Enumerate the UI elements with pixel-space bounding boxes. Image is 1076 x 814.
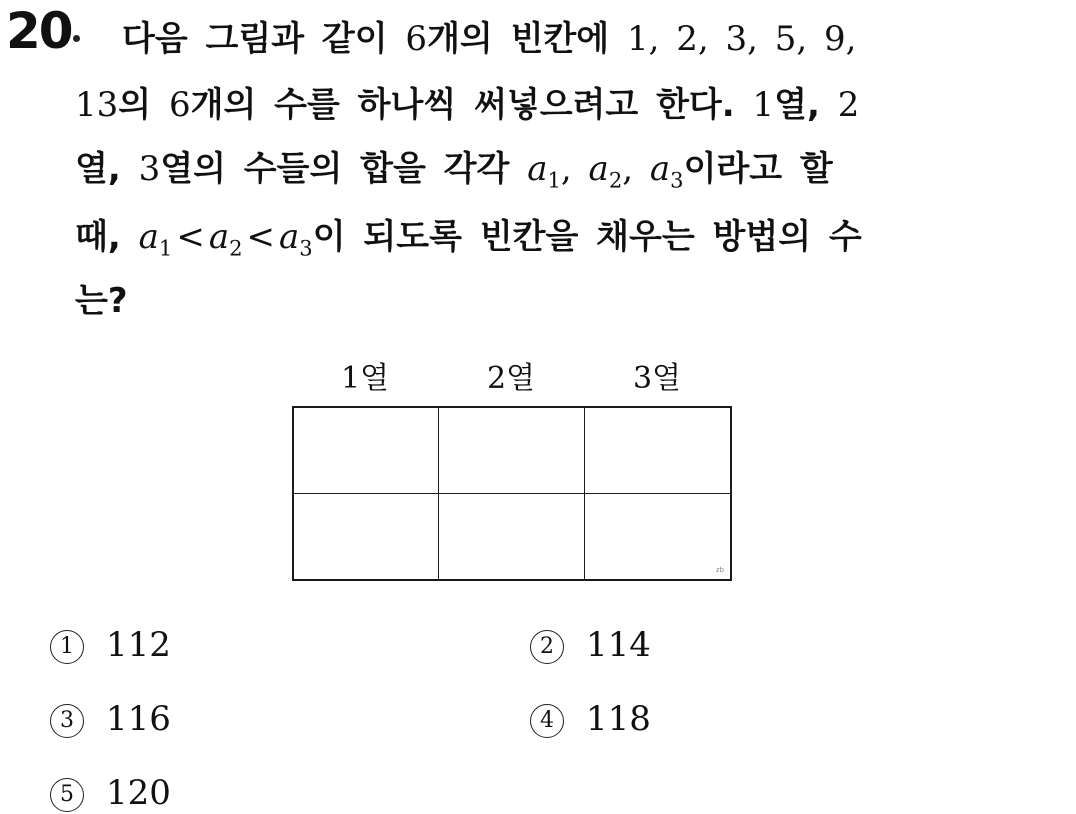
math-subscript: 3 bbox=[299, 235, 313, 261]
question-text: 열의 수들의 합을 각각 bbox=[160, 149, 528, 189]
math-a3 bbox=[649, 149, 684, 193]
choice-value: 112 bbox=[106, 625, 171, 665]
math-subscript: 2 bbox=[608, 167, 623, 193]
question-text: 개의 수를 하나씩 써넣으려고 한다. bbox=[190, 85, 753, 125]
grid-cell bbox=[439, 494, 584, 580]
question-text: 는? bbox=[75, 281, 128, 321]
question-text: 다음 그림과 같이 bbox=[122, 19, 406, 59]
question-line-2 bbox=[75, 85, 860, 125]
choice-1[interactable] bbox=[50, 625, 171, 665]
grid-cell bbox=[294, 408, 439, 494]
question-line-5 bbox=[75, 281, 128, 321]
math-variable: a bbox=[208, 217, 230, 257]
math-separator: , bbox=[560, 149, 589, 189]
question-number-inline: 6 bbox=[405, 19, 428, 59]
choice-value: 120 bbox=[106, 773, 171, 813]
math-subscript: 1 bbox=[547, 167, 561, 193]
question-line-4 bbox=[75, 217, 862, 261]
question-number-inline: 13 bbox=[75, 85, 119, 125]
choice-marker: 3 bbox=[50, 704, 84, 738]
math-variable: a bbox=[649, 149, 671, 189]
choice-marker: 4 bbox=[530, 704, 564, 738]
choice-marker: 2 bbox=[530, 630, 564, 664]
choice-marker: 1 bbox=[50, 630, 84, 664]
choice-2[interactable] bbox=[530, 625, 651, 665]
grid-cell bbox=[294, 494, 439, 580]
math-subscript: 1 bbox=[158, 235, 173, 261]
question-text: 의 bbox=[118, 85, 169, 125]
math-variable: a bbox=[279, 217, 300, 257]
math-subscript: 3 bbox=[670, 167, 684, 193]
question-number-inline: 6 bbox=[168, 85, 191, 125]
question-number-inline: 3 bbox=[138, 149, 161, 189]
choice-4[interactable] bbox=[530, 699, 651, 739]
grid-cell bbox=[439, 408, 584, 494]
question-text: 개의 빈칸에 bbox=[427, 19, 627, 59]
question-number-inline: 2 bbox=[837, 85, 860, 125]
column-label-3: 3열 bbox=[632, 361, 682, 396]
question-number-dot bbox=[73, 35, 80, 42]
math-a2 bbox=[588, 149, 623, 193]
question-line-1 bbox=[122, 19, 857, 59]
math-variable: a bbox=[527, 149, 548, 189]
choice-5[interactable] bbox=[50, 773, 171, 813]
question-number-inline: 1, 2, 3, 5, 9, bbox=[626, 19, 857, 59]
column-label-1: 1열 bbox=[340, 361, 390, 396]
math-a3 bbox=[279, 217, 313, 261]
math-subscript: 2 bbox=[229, 235, 243, 261]
math-a2 bbox=[208, 217, 243, 261]
grid-cell bbox=[585, 494, 730, 580]
question-text: 이라고 할 bbox=[683, 149, 833, 189]
math-separator: , bbox=[622, 149, 650, 189]
choice-value: 118 bbox=[586, 699, 651, 739]
choice-marker: 5 bbox=[50, 778, 84, 812]
question-number-inline: 1 bbox=[752, 85, 775, 125]
question-text: 열, bbox=[75, 149, 139, 189]
math-a1 bbox=[527, 149, 561, 193]
question-number: 20 bbox=[6, 2, 72, 60]
choice-value: 116 bbox=[106, 699, 171, 739]
math-less-than: < bbox=[176, 217, 205, 257]
question-text: 이 되도록 빈칸을 채우는 방법의 수 bbox=[312, 217, 862, 257]
column-label-2: 2열 bbox=[486, 361, 536, 396]
question-text: 때, bbox=[75, 217, 139, 257]
grid-cell bbox=[585, 408, 730, 494]
math-a1 bbox=[138, 217, 173, 261]
math-variable: a bbox=[588, 149, 609, 189]
blank-grid bbox=[292, 406, 732, 581]
question-text: 열, bbox=[774, 85, 838, 125]
watermark: zb bbox=[715, 566, 724, 574]
choice-3[interactable] bbox=[50, 699, 171, 739]
question-line-3 bbox=[75, 149, 833, 193]
choice-value: 114 bbox=[586, 625, 651, 665]
math-less-than: < bbox=[246, 217, 276, 257]
math-variable: a bbox=[138, 217, 159, 257]
